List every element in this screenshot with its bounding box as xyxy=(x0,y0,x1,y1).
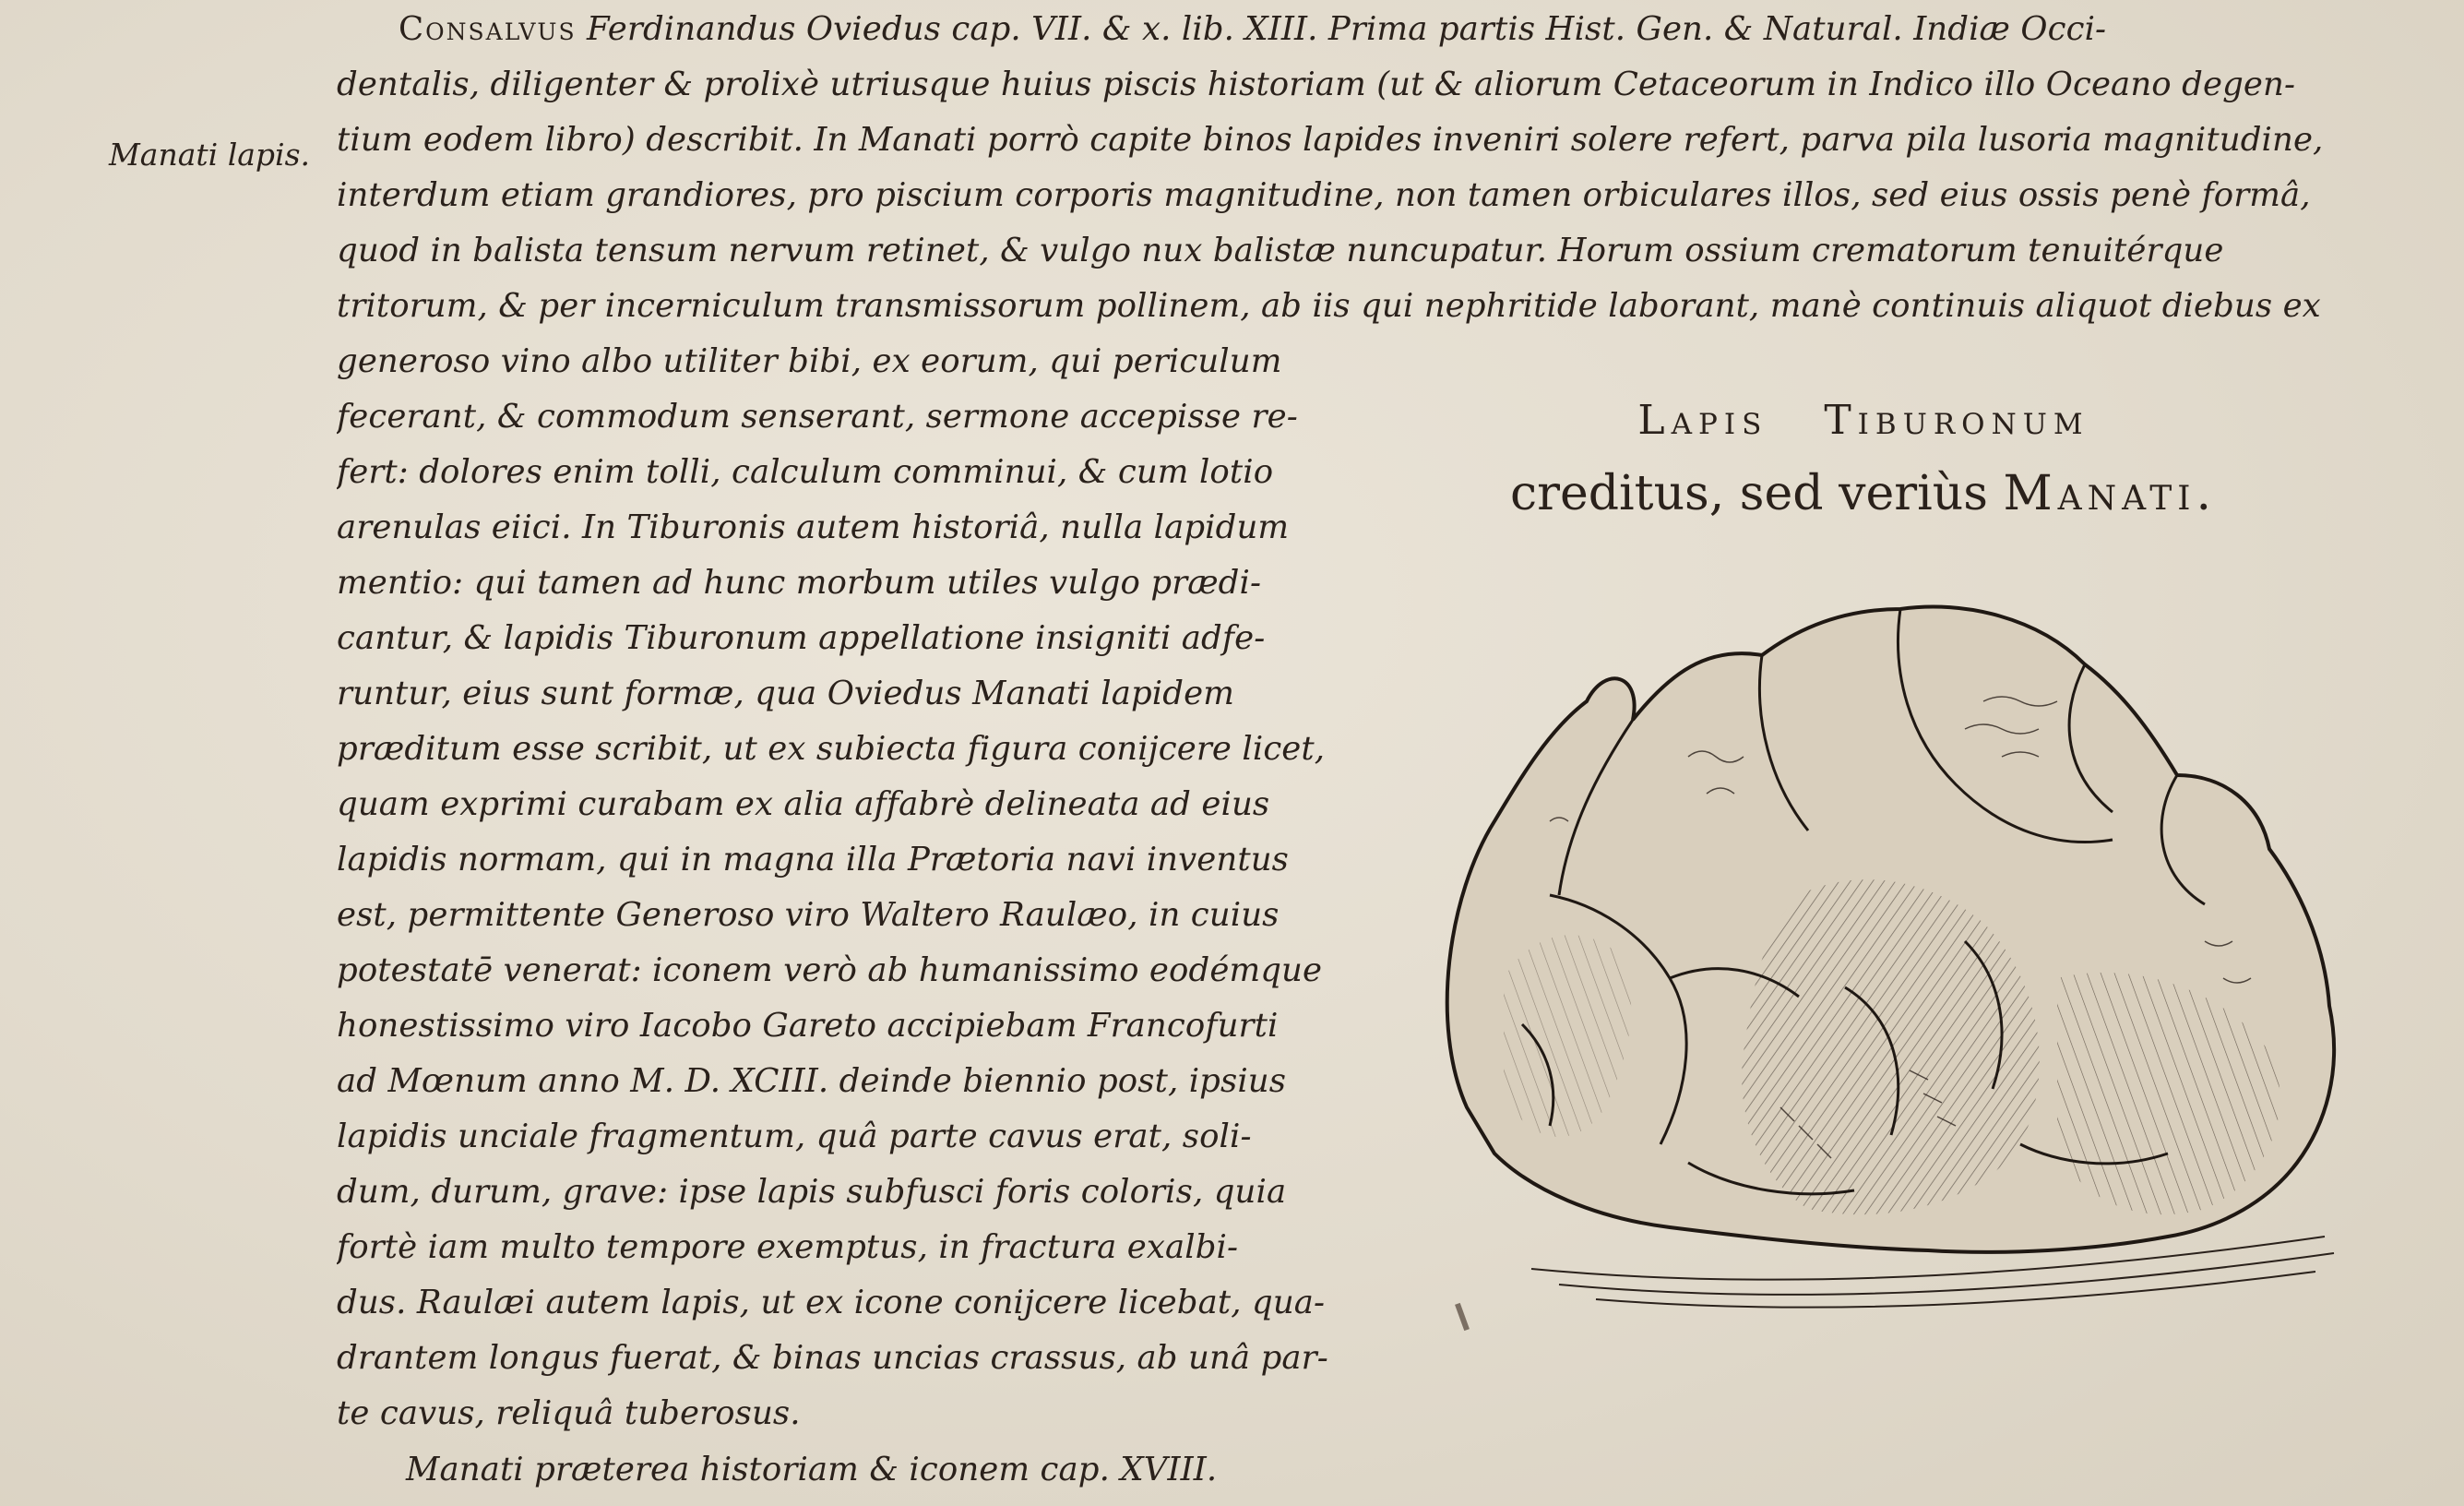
column-line: cantur, & lapidis Tiburonum appellatione insigniti adfe- xyxy=(337,619,1266,657)
paragraph-line-2: dentalis, diligenter & prolixè utriusque huius piscis historiam (ut & aliorum Cetaceorum in Indico illo Oceano degen- xyxy=(337,66,2296,103)
caption-plain: creditus, sed veriùs xyxy=(1510,466,1988,521)
column-line: ad Mœnum anno M. D. XCIII. deinde biennio post, ipsius xyxy=(337,1062,1287,1100)
column-line: est, permittente Generoso viro Waltero Raulæo, in cuius xyxy=(337,896,1280,934)
figure-caption-subtitle xyxy=(1439,466,2288,521)
paragraph-line-4: interdum etiam grandiores, pro piscium corporis magnitudine, non tamen orbiculares illos, sed eius ossis penè formâ, xyxy=(337,176,2311,214)
line-text: Ferdinandus Oviedus cap. VII. & x. lib. XIII. Prima partis Hist. Gen. & Natural. Indiæ Occi- xyxy=(587,10,2107,48)
column-line: mentio: qui tamen ad hunc morbum utiles vulgo prædi- xyxy=(337,564,1262,602)
column-line: dus. Raulæi autem lapis, ut ex icone conijcere licebat, qua- xyxy=(337,1284,1326,1321)
column-line: fortè iam multo tempore exemptus, in fractura exalbi- xyxy=(337,1228,1239,1266)
column-line: honestissimo viro Iacobo Gareto accipiebam Francofurti xyxy=(337,1007,1279,1045)
paragraph-line-5: quod in balista tensum nervum retinet, & vulgo nux balistæ nuncupatur. Horum ossium crematorum tenuitérque xyxy=(337,232,2224,269)
paragraph-line-3: tium eodem libro) describit. In Manati porrò capite binos lapides inveniri solere refert, parva pila lusoria magnitudine, xyxy=(337,121,2324,159)
column-line: præditum esse scribit, ut ex subiecta figura conijcere licet, xyxy=(337,730,1326,768)
lead-name: Consalvus xyxy=(399,10,577,48)
paragraph-last-line: Manati præterea historiam & iconem cap. XVIII. xyxy=(406,1451,1218,1488)
column-line: lapidis unciale fragmentum, quâ parte cavus erat, soli- xyxy=(337,1118,1252,1155)
column-line: potestatē venerat: iconem verò ab humanissimo eodémque xyxy=(337,951,1323,989)
stone-woodcut-illustration xyxy=(1411,591,2371,1329)
caption-smallcaps: Manati. xyxy=(2003,466,2217,521)
margin-note: Manati lapis. xyxy=(109,137,311,173)
column-line: dum, durum, grave: ipse lapis subfusci foris coloris, quia xyxy=(337,1173,1287,1211)
column-line: runtur, eius sunt formæ, qua Oviedus Manati lapidem xyxy=(337,675,1234,712)
column-line: fecerant, & commodum senserant, sermone accepisse re- xyxy=(337,398,1298,436)
column-line: te cavus, reliquâ tuberosus. xyxy=(337,1394,801,1432)
paragraph-line-1 xyxy=(399,2,2391,57)
column-line: fert: dolores enim tolli, calculum comminui, & cum lotio xyxy=(337,453,1274,491)
column-line: quam exprimi curabam ex alia affabrè delineata ad eius xyxy=(337,785,1270,823)
paragraph-line-6: tritorum, & per incerniculum transmissorum pollinem, ab iis qui nephritide laborant, manè continuis aliquot diebus ex xyxy=(337,287,2321,325)
column-line: drantem longus fuerat, & binas uncias crassus, ab unâ par- xyxy=(337,1339,1328,1377)
column-line: arenulas eiici. In Tiburonis autem historiâ, nulla lapidum xyxy=(337,508,1290,546)
column-line: generoso vino albo utiliter bibi, ex eorum, qui periculum xyxy=(337,342,1282,380)
column-line: lapidis normam, qui in magna illa Prætoria navi inventus xyxy=(337,841,1289,878)
figure-caption-title: Lapis Tiburonum xyxy=(1637,397,2089,444)
